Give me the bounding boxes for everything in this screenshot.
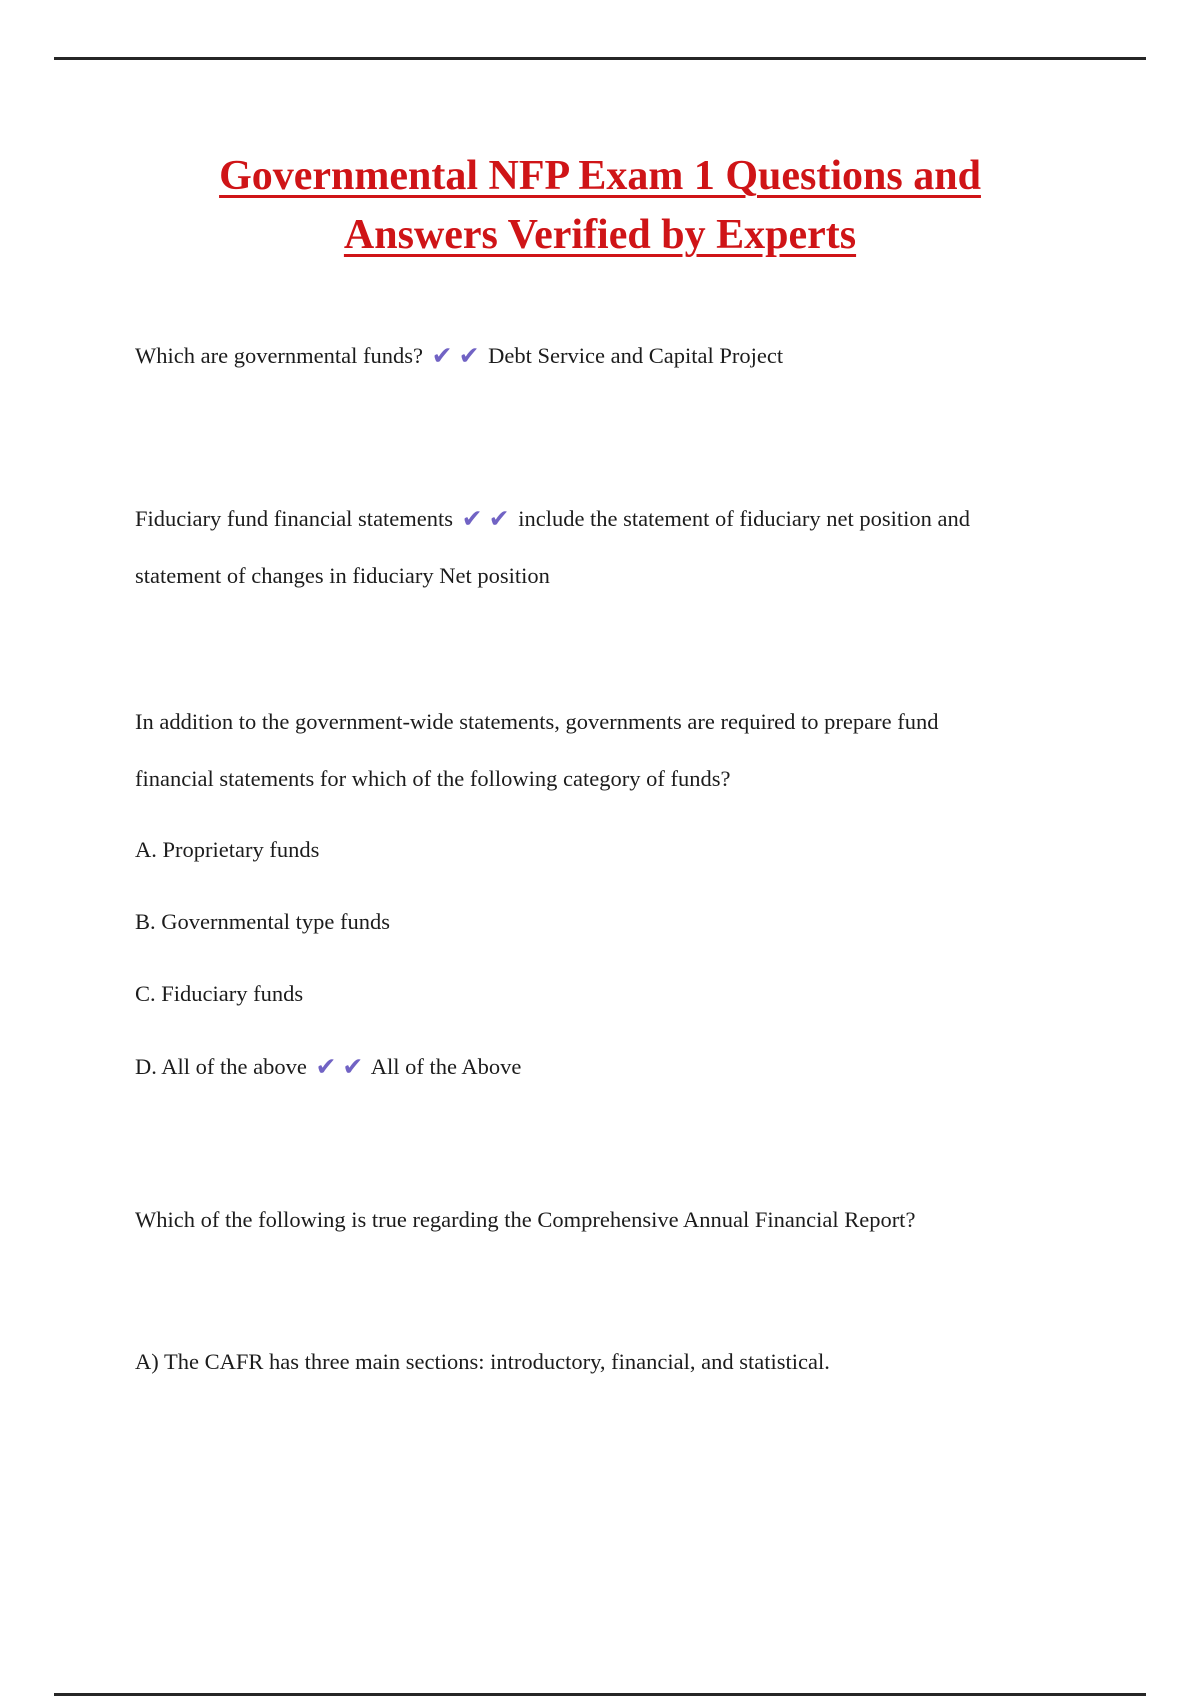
checkmark-icon: ✔ xyxy=(461,504,483,533)
checkmark-icon: ✔ xyxy=(488,504,510,533)
checkmark-icon: ✔ xyxy=(431,341,453,370)
text-line xyxy=(135,893,993,950)
answer-text: include the statement of fiduciary net position and statement of changes in fiduciary Net position xyxy=(135,506,970,588)
answer-text: Debt Service and Capital Project xyxy=(482,343,784,368)
qa-line xyxy=(135,327,993,384)
title-line-1: Governmental NFP Exam 1 Questions and xyxy=(219,153,981,199)
text: In addition to the government-wide statements, governments are required to prepare fund financial statements for which of the following category of funds? xyxy=(135,709,939,791)
checkmark-icon: ✔ xyxy=(315,1052,337,1081)
text-line xyxy=(135,1191,993,1248)
title-line-2: Answers Verified by Experts xyxy=(343,212,857,258)
text: A) The CAFR has three main sections: introductory, financial, and statistical. xyxy=(135,1349,830,1374)
text-line xyxy=(135,965,993,1022)
bottom-rule xyxy=(54,1693,1146,1696)
qa-line xyxy=(135,490,993,604)
text: B. Governmental type funds xyxy=(135,909,390,934)
text: C. Fiduciary funds xyxy=(135,981,304,1006)
text: A. Proprietary funds xyxy=(135,837,320,862)
question-text: Fiduciary fund financial statements xyxy=(135,506,459,531)
qa-line xyxy=(135,1038,993,1095)
checkmark-icon: ✔ xyxy=(342,1052,364,1081)
checkmark-icon: ✔ xyxy=(458,341,480,370)
question-text: D. All of the above xyxy=(135,1054,313,1079)
text-line xyxy=(135,821,993,878)
answer-text: All of the Above xyxy=(366,1054,522,1079)
text-line xyxy=(135,1333,993,1390)
text: Which of the following is true regarding the Comprehensive Annual Financial Report? xyxy=(135,1207,916,1232)
text-line xyxy=(135,693,993,807)
question-text: Which are governmental funds? xyxy=(135,343,429,368)
